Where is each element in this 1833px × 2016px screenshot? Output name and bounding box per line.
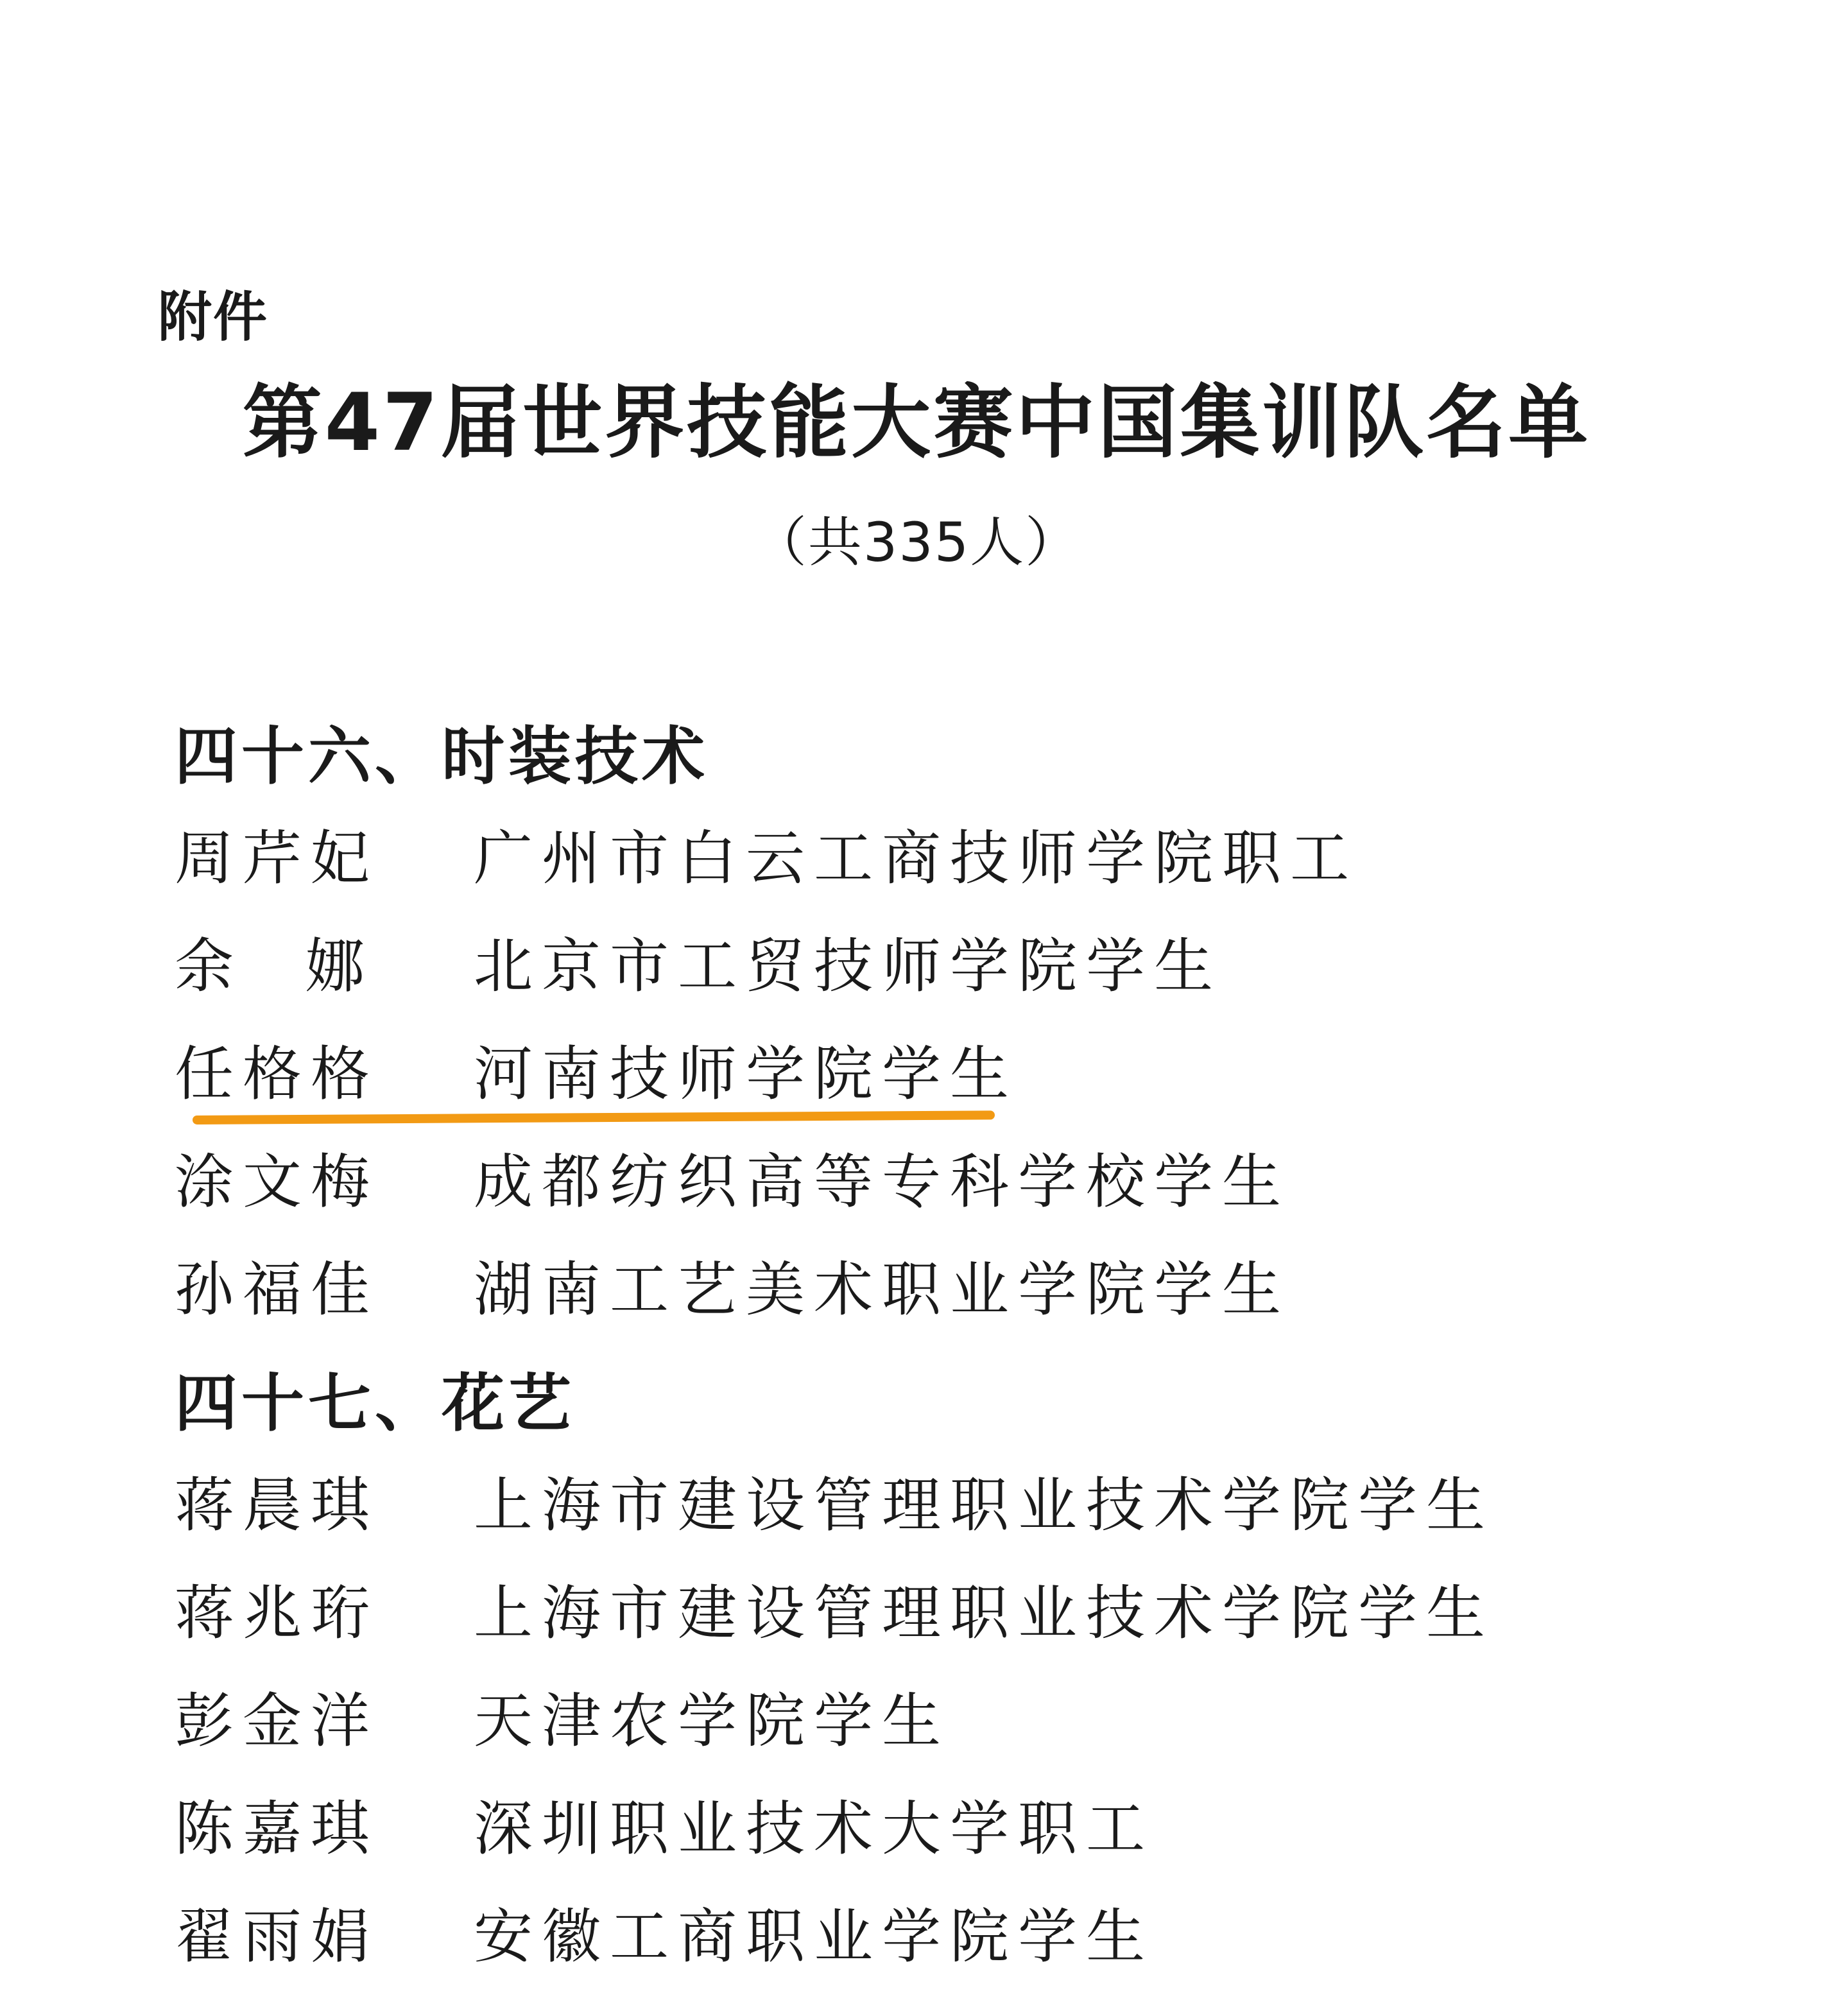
section-heading: 四十七、花艺 [175, 1367, 576, 1440]
member-name: 陈嘉琪 [175, 1795, 379, 1863]
attachment-label: 附件 [158, 286, 269, 349]
member-affiliation: 上海市建设管理职业技术学院学生 [474, 1471, 1495, 1540]
member-name: 任格格 [175, 1040, 379, 1108]
member-name: 彭金洋 [175, 1687, 379, 1755]
section-fashion-technology [175, 709, 1715, 1344]
member-row [175, 1883, 1715, 1991]
member-row [175, 1452, 1715, 1560]
member-row [175, 805, 1715, 913]
member-row [175, 1775, 1715, 1883]
member-affiliation: 河南技师学院学生 [474, 1040, 1019, 1108]
member-row [175, 913, 1715, 1021]
document-subtitle: （共335人） [752, 511, 1081, 574]
section-heading: 四十六、时装技术 [175, 720, 709, 793]
member-affiliation: 天津农学院学生 [474, 1687, 951, 1755]
member-name: 余娜 [175, 932, 374, 1001]
section-floristry [175, 1356, 1715, 1991]
member-row [175, 1236, 1715, 1344]
member-name: 蒋兆珩 [175, 1579, 379, 1648]
member-affiliation: 北京市工贸技师学院学生 [474, 932, 1223, 1001]
member-name: 翟雨娟 [175, 1902, 379, 1971]
member-affiliation: 成都纺织高等专科学校学生 [474, 1148, 1291, 1216]
document-title: 第47届世界技能大赛中国集训队名单 [242, 377, 1591, 469]
member-row [175, 1667, 1715, 1775]
member-name: 周芹妃 [175, 824, 379, 893]
member-affiliation: 深圳职业技术大学职工 [474, 1795, 1155, 1863]
member-name: 蒋晨琪 [175, 1471, 379, 1540]
member-row [175, 1128, 1715, 1236]
member-name: 涂文梅 [175, 1148, 379, 1216]
member-row [175, 1560, 1715, 1667]
member-affiliation: 安徽工商职业学院学生 [474, 1902, 1155, 1971]
member-affiliation: 上海市建设管理职业技术学院学生 [474, 1579, 1495, 1648]
member-affiliation: 广州市白云工商技师学院职工 [474, 824, 1359, 893]
member-name: 孙福佳 [175, 1255, 379, 1324]
member-affiliation: 湖南工艺美术职业学院学生 [474, 1255, 1291, 1324]
